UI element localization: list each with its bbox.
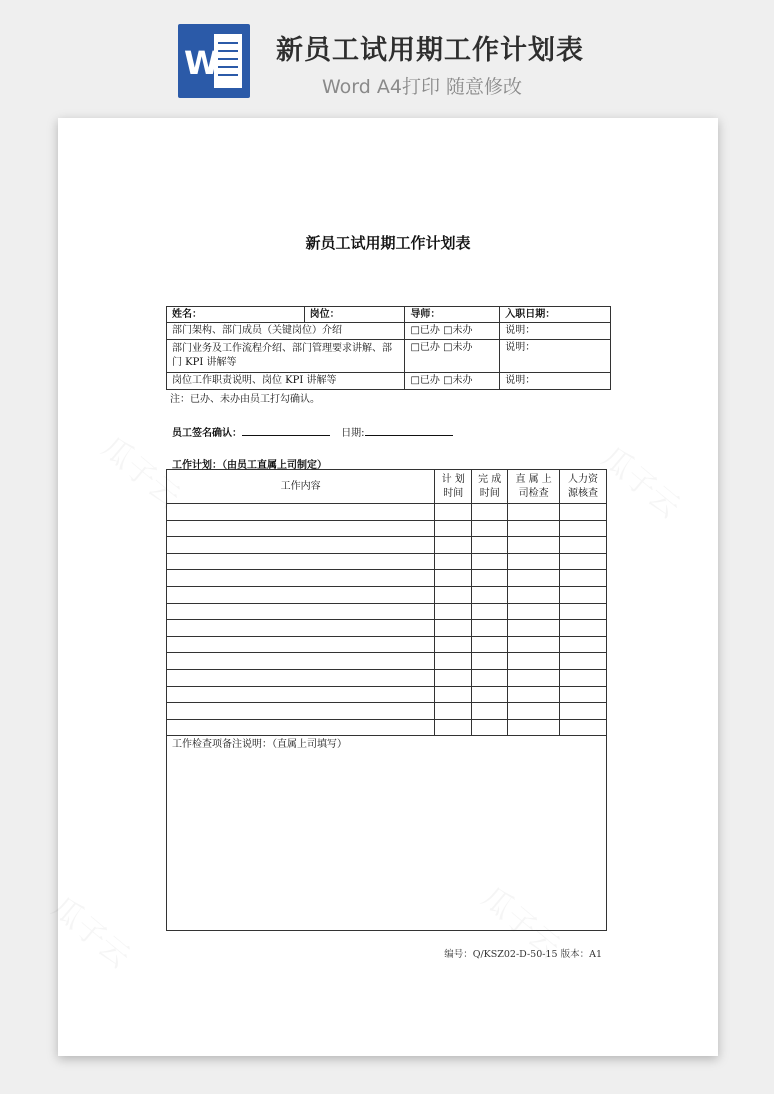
header-hr-check: 人力资 源核查: [560, 470, 607, 504]
plan-row: [167, 669, 607, 686]
plan-row: [167, 686, 607, 703]
plan-cell[interactable]: [508, 504, 560, 521]
plan-row: [167, 504, 607, 521]
plan-row: [167, 570, 607, 587]
plan-cell[interactable]: [167, 653, 435, 670]
plan-cell[interactable]: [435, 553, 472, 570]
plan-cell[interactable]: [435, 586, 472, 603]
plan-cell[interactable]: [435, 719, 472, 736]
signature-field[interactable]: [242, 426, 330, 436]
plan-cell[interactable]: [167, 603, 435, 620]
plan-cell[interactable]: [472, 636, 508, 653]
word-logo-letter: W: [184, 44, 220, 82]
info-remark: 说明：: [500, 323, 611, 340]
plan-cell[interactable]: [435, 603, 472, 620]
plan-row: [167, 620, 607, 637]
plan-cell[interactable]: [435, 570, 472, 587]
plan-cell[interactable]: [560, 636, 607, 653]
plan-row: [167, 537, 607, 554]
plan-row: [167, 719, 607, 736]
plan-cell[interactable]: [472, 620, 508, 637]
plan-cell[interactable]: [167, 553, 435, 570]
plan-cell[interactable]: [560, 653, 607, 670]
plan-cell[interactable]: [560, 504, 607, 521]
info-item: 岗位工作职责说明、岗位 KPI 讲解等: [167, 373, 405, 390]
plan-cell[interactable]: [508, 603, 560, 620]
status-checkbox[interactable]: □已办 □未办: [405, 373, 500, 390]
plan-row: [167, 703, 607, 720]
document-footer: 编号：Q/KSZ02-D-50-15 版本：A1: [444, 949, 602, 960]
plan-row: [167, 520, 607, 537]
plan-cell[interactable]: [472, 520, 508, 537]
header-supervisor-check: 直 属 上 司检查: [508, 470, 560, 504]
word-logo-icon: [178, 24, 250, 98]
plan-cell[interactable]: [560, 620, 607, 637]
plan-cell[interactable]: [508, 653, 560, 670]
plan-cell[interactable]: [435, 504, 472, 521]
plan-cell[interactable]: [560, 537, 607, 554]
plan-cell[interactable]: [435, 703, 472, 720]
plan-cell[interactable]: [472, 537, 508, 554]
info-remark: 说明：: [500, 373, 611, 390]
plan-cell[interactable]: [508, 586, 560, 603]
plan-cell[interactable]: [472, 703, 508, 720]
plan-cell[interactable]: [508, 620, 560, 637]
watermark: [594, 434, 691, 526]
header-work-content: 工作内容: [167, 470, 435, 504]
info-item: 部门业务及工作流程介绍、部门管理要求讲解、部门 KPI 讲解等: [167, 340, 405, 373]
plan-cell[interactable]: [508, 520, 560, 537]
plan-cell[interactable]: [435, 620, 472, 637]
document-page: [58, 118, 718, 1056]
plan-cell[interactable]: [167, 636, 435, 653]
plan-row: [167, 603, 607, 620]
info-item: 部门架构、部门成员（关键岗位）介绍: [167, 323, 405, 340]
status-checkbox[interactable]: □已办 □未办: [405, 323, 500, 340]
plan-row: [167, 553, 607, 570]
plan-cell[interactable]: [167, 669, 435, 686]
plan-cell[interactable]: [472, 586, 508, 603]
plan-cell[interactable]: [167, 703, 435, 720]
watermark: [44, 884, 141, 976]
plan-cell[interactable]: [508, 553, 560, 570]
remark-cell[interactable]: [167, 736, 607, 931]
info-remark: 说明：: [500, 340, 611, 373]
plan-cell[interactable]: [508, 669, 560, 686]
plan-cell[interactable]: [508, 636, 560, 653]
signature-row: [172, 424, 453, 439]
signature-label: 员工签名确认：: [172, 428, 242, 439]
plan-cell[interactable]: [472, 686, 508, 703]
note-text: 注：已办、未办由员工打勾确认。: [170, 394, 320, 405]
plan-cell[interactable]: [435, 520, 472, 537]
document-title: 新员工试用期工作计划表: [305, 234, 471, 252]
banner-subtitle: Word A4打印 随意修改: [322, 76, 523, 98]
plan-cell[interactable]: [560, 553, 607, 570]
plan-cell[interactable]: [472, 504, 508, 521]
date-field[interactable]: [365, 426, 453, 436]
plan-cell[interactable]: [167, 520, 435, 537]
header-plan-time: 计 划 时间: [435, 470, 472, 504]
plan-cell[interactable]: [435, 653, 472, 670]
plan-cell[interactable]: [560, 719, 607, 736]
remark-label: 工作检查项备注说明：（直属上司填写）: [172, 739, 347, 751]
plan-cell[interactable]: [435, 686, 472, 703]
plan-cell[interactable]: [560, 703, 607, 720]
plan-cell[interactable]: [435, 636, 472, 653]
banner-title: 新员工试用期工作计划表: [276, 35, 584, 66]
plan-cell[interactable]: [472, 570, 508, 587]
plan-cell[interactable]: [508, 703, 560, 720]
banner: [0, 0, 774, 118]
plan-cell[interactable]: [560, 586, 607, 603]
plan-cell[interactable]: [472, 553, 508, 570]
plan-cell[interactable]: [508, 537, 560, 554]
plan-cell[interactable]: [167, 537, 435, 554]
plan-cell[interactable]: [167, 686, 435, 703]
plan-cell[interactable]: [435, 669, 472, 686]
plan-cell[interactable]: [472, 603, 508, 620]
plan-title: 工作计划：（由员工直属上司制定）: [172, 460, 327, 471]
plan-cell[interactable]: [560, 570, 607, 587]
plan-cell[interactable]: [167, 570, 435, 587]
name-label: 姓名：: [167, 307, 305, 323]
plan-cell[interactable]: [560, 669, 607, 686]
plan-cell[interactable]: [560, 686, 607, 703]
onboarding-info-table: [166, 306, 611, 390]
plan-row: [167, 653, 607, 670]
plan-cell[interactable]: [508, 686, 560, 703]
plan-cell[interactable]: [472, 669, 508, 686]
hire-date-label: 入职日期：: [500, 307, 611, 323]
plan-cell[interactable]: [472, 653, 508, 670]
header-complete-time: 完 成 时间: [472, 470, 508, 504]
date-label: 日期:: [341, 428, 365, 439]
position-label: 岗位：: [304, 307, 405, 323]
plan-row: [167, 636, 607, 653]
work-plan-table: [166, 469, 607, 931]
plan-cell[interactable]: [167, 586, 435, 603]
mentor-label: 导师：: [405, 307, 500, 323]
plan-cell[interactable]: [560, 603, 607, 620]
plan-cell[interactable]: [167, 719, 435, 736]
plan-cell[interactable]: [508, 570, 560, 587]
plan-cell[interactable]: [560, 520, 607, 537]
plan-cell[interactable]: [472, 719, 508, 736]
plan-cell[interactable]: [167, 620, 435, 637]
plan-cell[interactable]: [508, 719, 560, 736]
status-checkbox[interactable]: □已办 □未办: [405, 340, 500, 373]
plan-row: [167, 586, 607, 603]
plan-cell[interactable]: [167, 504, 435, 521]
plan-cell[interactable]: [435, 537, 472, 554]
